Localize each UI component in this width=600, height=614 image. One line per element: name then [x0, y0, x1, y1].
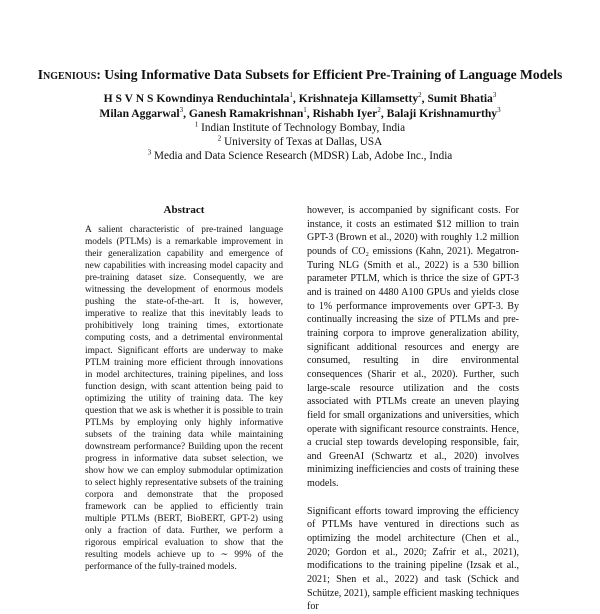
abstract-body: A salient characteristic of pre-trained language models (PTLMs) is a remarkable improvement in their generalization capability and emergence of new capabilities with increasing model capacity and pre-training dataset size. Consequently, we are witnessing the development of enormous models pushing the state-of-the-art. It is, however, imperative to realize that this inevitably leads to prohibitively long training times, extortionate computing costs, and a detrimental environmental impact. Significant efforts are underway to make PTLM training more efficient through innovations in model architectures, training pipelines, and loss function design, with scant attention being paid to optimizing the utility of training data. The key question that we ask is whether it is possible to train PTLMs by employing only highly informative subsets of the training data while maintaining downstream performance? Building upon the recent progress in informative data subset selection, we show how we can employ submodular optimization to select highly representative subsets of the training corpora and demonstrate that the proposed framework can be applied to efficiently train multiple PTLMs (BERT, BioBERT, GPT-2) using only a fraction of data. Further, we perform a rigorous empirical evaluation to show that the resulting models achieve up to ∼ 99% of the performance of the fully-trained models. [85, 225, 283, 573]
affiliation [0, 135, 600, 149]
abstract-heading: Abstract [163, 204, 205, 216]
affiliation-mark: 2 [217, 134, 222, 143]
affiliation-mark: 3 [497, 105, 501, 114]
body-paragraph: Significant efforts toward improving the efficiency of PTLMs have ventured in directions such as optimizing the model architecture (Chen et al., 2020; Gordon et al., 2020; Zafrir et al., 2021), modifications to the training pipeline (Izsak et al., 2021; Shen et al., 2022) and task (Schick and Schütze, 2021), sample efficient masking techniques for [307, 505, 519, 613]
author-name: Ganesh Ramakrishnan [188, 106, 304, 120]
affiliation-text: Indian Institute of Technology Bombay, India [201, 122, 406, 135]
body-paragraph: however, is accompanied by significant costs. For instance, it costs an estimated $12 million to train GPT-3 (Brown et al., 2020) with roughly 1.2 million pounds of CO₂ emissions (Kahn, 2021). Megatron-Turing NLG (Smith et al., 2022) is a 530 billion parameter PTLM, which is thrice the size of GPT-3 and is trained on 4480 A100 GPUs and yields close to 1% performance improvements over GPT-3. By continually increasing the size of PTLMs and pre-training corpora to improve generalization ability, significant additional resources and energy are consumed, resulting in dire environmental consequences (Sharir et al., 2020). Further, such large-scale resource utilization and the costs associated with PTLMs create an uneven playing field for small organizations and universities, which operate with significant resource constraints. Hence, a crucial step towards developing responsible, fair, and GreenAI (Schwartz et al., 2020) involves minimizing inefficiencies and costs of training these models. [307, 205, 519, 490]
affiliation-list [0, 121, 600, 163]
author-list [0, 92, 600, 121]
title-text: : Using Informative Data Subsets for Efficient Pre-Training of Language Models [96, 67, 563, 82]
affiliation-mark: 2 [418, 91, 422, 100]
author-name: Rishabh Iyer [312, 106, 378, 120]
affiliation-mark: 3 [492, 91, 497, 100]
abstract-column [85, 204, 283, 573]
title-acronym: Ingenious [37, 67, 97, 82]
affiliation [0, 149, 600, 163]
affiliation-mark: 2 [377, 105, 381, 114]
affiliation-text: Media and Data Science Research (MDSR) Lab, Adobe Inc., India [154, 150, 453, 163]
intro-column [307, 204, 519, 614]
paper-title [30, 66, 570, 83]
affiliation [0, 121, 600, 135]
author-name: Sumit Bhatia [427, 92, 493, 105]
author-name: Milan Aggarwal [99, 106, 180, 120]
affiliation-text: University of Texas at Dallas, USA [224, 136, 383, 149]
affiliation-mark: 1 [303, 105, 307, 114]
affiliation-mark: 1 [289, 91, 293, 100]
affiliation-mark: 1 [194, 120, 199, 129]
author-line-2: Milan Aggarwal$^3$, Ganesh Ramakrishnan$^1$, Rishabh Iyer$^2$, Balaji Krishnamurthy$^3$ [99, 105, 501, 120]
author-name: Krishnateja Killamsetty [298, 92, 419, 105]
author-name: H S V N S Kowndinya Renduchintala [103, 92, 290, 105]
paper-header [0, 66, 600, 163]
author-line-1: H S V N S Kowndinya Renduchintala$^1$, Krishnateja Killamsetty$^2$, Sumit Bhatia$^3$ [103, 91, 497, 105]
author-name: Balaji Krishnamurthy [386, 106, 498, 120]
affiliation-mark: 3 [179, 105, 184, 114]
affiliation-mark: 3 [147, 148, 152, 157]
